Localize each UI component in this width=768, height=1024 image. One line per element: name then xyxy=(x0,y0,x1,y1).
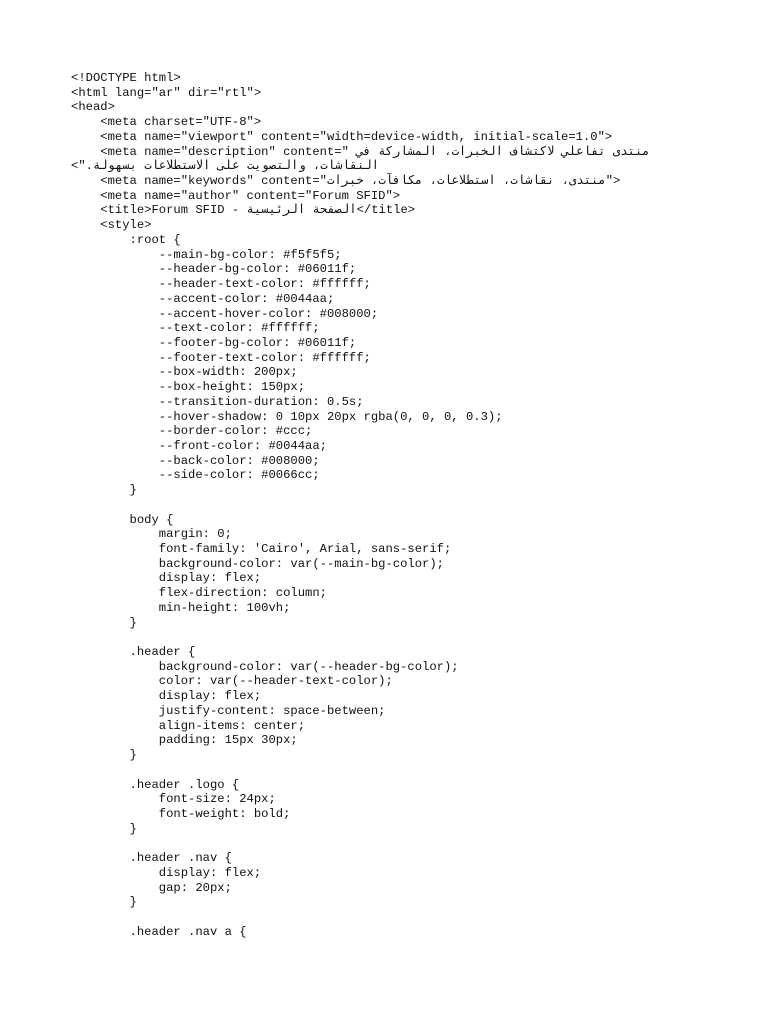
code-line: align-items: center; xyxy=(71,718,306,733)
code-line: } xyxy=(71,615,137,630)
code-line: --hover-shadow: 0 10px 20px rgba(0, 0, 0, 0.3); xyxy=(71,409,503,424)
code-line: min-height: 100vh; xyxy=(71,600,291,615)
code-line: --text-color: #ffffff; xyxy=(71,321,320,336)
code-line: font-family: 'Cairo', Arial, sans-serif; xyxy=(71,542,452,556)
code-line: --main-bg-color: #f5f5f5; xyxy=(71,247,342,262)
code-line: background-color: var(--header-bg-color); xyxy=(71,659,459,674)
code-line: padding: 15px 30px; xyxy=(71,733,298,748)
code-line: justify-content: space-between; xyxy=(71,703,386,718)
code-listing xyxy=(71,71,711,939)
code-line: flex-direction: column; xyxy=(71,586,327,601)
code-line: <meta name="description" content=" منتدى تفاعلي لاكتشاف الخبرات، المشاركة في xyxy=(71,144,650,159)
code-line: display: flex; xyxy=(71,865,262,880)
code-line: body { xyxy=(71,512,174,527)
code-line: background-color: var(--main-bg-color); xyxy=(71,556,444,571)
code-line xyxy=(71,836,711,851)
code-line: display: flex; xyxy=(71,571,262,586)
code-line xyxy=(71,498,711,513)
code-line: --accent-color: #0044aa; xyxy=(71,291,335,306)
code-line: --accent-hover-color: #008000; xyxy=(71,306,379,321)
code-line: <style> xyxy=(71,218,152,233)
code-line: .header { xyxy=(71,645,196,660)
code-line: <html lang="ar" dir="rtl"> xyxy=(71,85,262,100)
code-line: } xyxy=(71,895,137,910)
code-line: --footer-bg-color: #06011f; xyxy=(71,335,357,350)
code-line: --header-bg-color: #06011f; xyxy=(71,262,357,277)
code-line: --footer-text-color: #ffffff; xyxy=(71,350,371,365)
code-line: <meta name="viewport" content="width=device-width, initial-scale=1.0"> xyxy=(71,129,613,144)
code-line: --front-color: #0044aa; xyxy=(71,438,327,453)
code-line: --box-height: 150px; xyxy=(71,380,306,395)
code-line: --border-color: #ccc; xyxy=(71,424,313,439)
code-line: --header-text-color: #ffffff; xyxy=(71,277,371,292)
code-line: <meta name="author" content="Forum SFID"> xyxy=(71,188,401,203)
code-line: .header .logo { xyxy=(71,777,240,792)
code-line: font-weight: bold; xyxy=(71,806,291,821)
code-line: display: flex; xyxy=(71,689,262,704)
code-line: gap: 20px; xyxy=(71,880,232,895)
code-line: } xyxy=(71,821,137,836)
code-line: .header .nav { xyxy=(71,851,232,866)
code-line: --box-width: 200px; xyxy=(71,365,298,380)
code-line: <title>Forum SFID - الصفحة الرئيسية</title> xyxy=(71,203,416,218)
code-line: النقاشات، والتصويت على الاستطلاعات بسهولة."> xyxy=(71,159,380,174)
code-line: } xyxy=(71,748,137,763)
code-line: --back-color: #008000; xyxy=(71,453,320,468)
code-line xyxy=(71,763,711,778)
code-line: font-size: 24px; xyxy=(71,792,276,807)
code-line: color: var(--header-text-color); xyxy=(71,674,393,689)
code-line: <meta charset="UTF-8"> xyxy=(71,115,262,130)
code-line: <meta name="keywords" content="منتدى، نقاشات، استطلاعات، مكافآت، خبرات"> xyxy=(71,174,621,189)
code-line xyxy=(71,630,711,645)
code-line xyxy=(71,910,711,925)
code-line: --side-color: #0066cc; xyxy=(71,468,320,483)
code-line: <!DOCTYPE html> xyxy=(71,71,181,85)
code-line: :root { xyxy=(71,232,181,247)
code-line: .header .nav a { xyxy=(71,924,247,939)
code-line: margin: 0; xyxy=(71,527,232,542)
code-line: } xyxy=(71,483,137,498)
code-line: <head> xyxy=(71,100,115,115)
code-line: --transition-duration: 0.5s; xyxy=(71,394,364,409)
